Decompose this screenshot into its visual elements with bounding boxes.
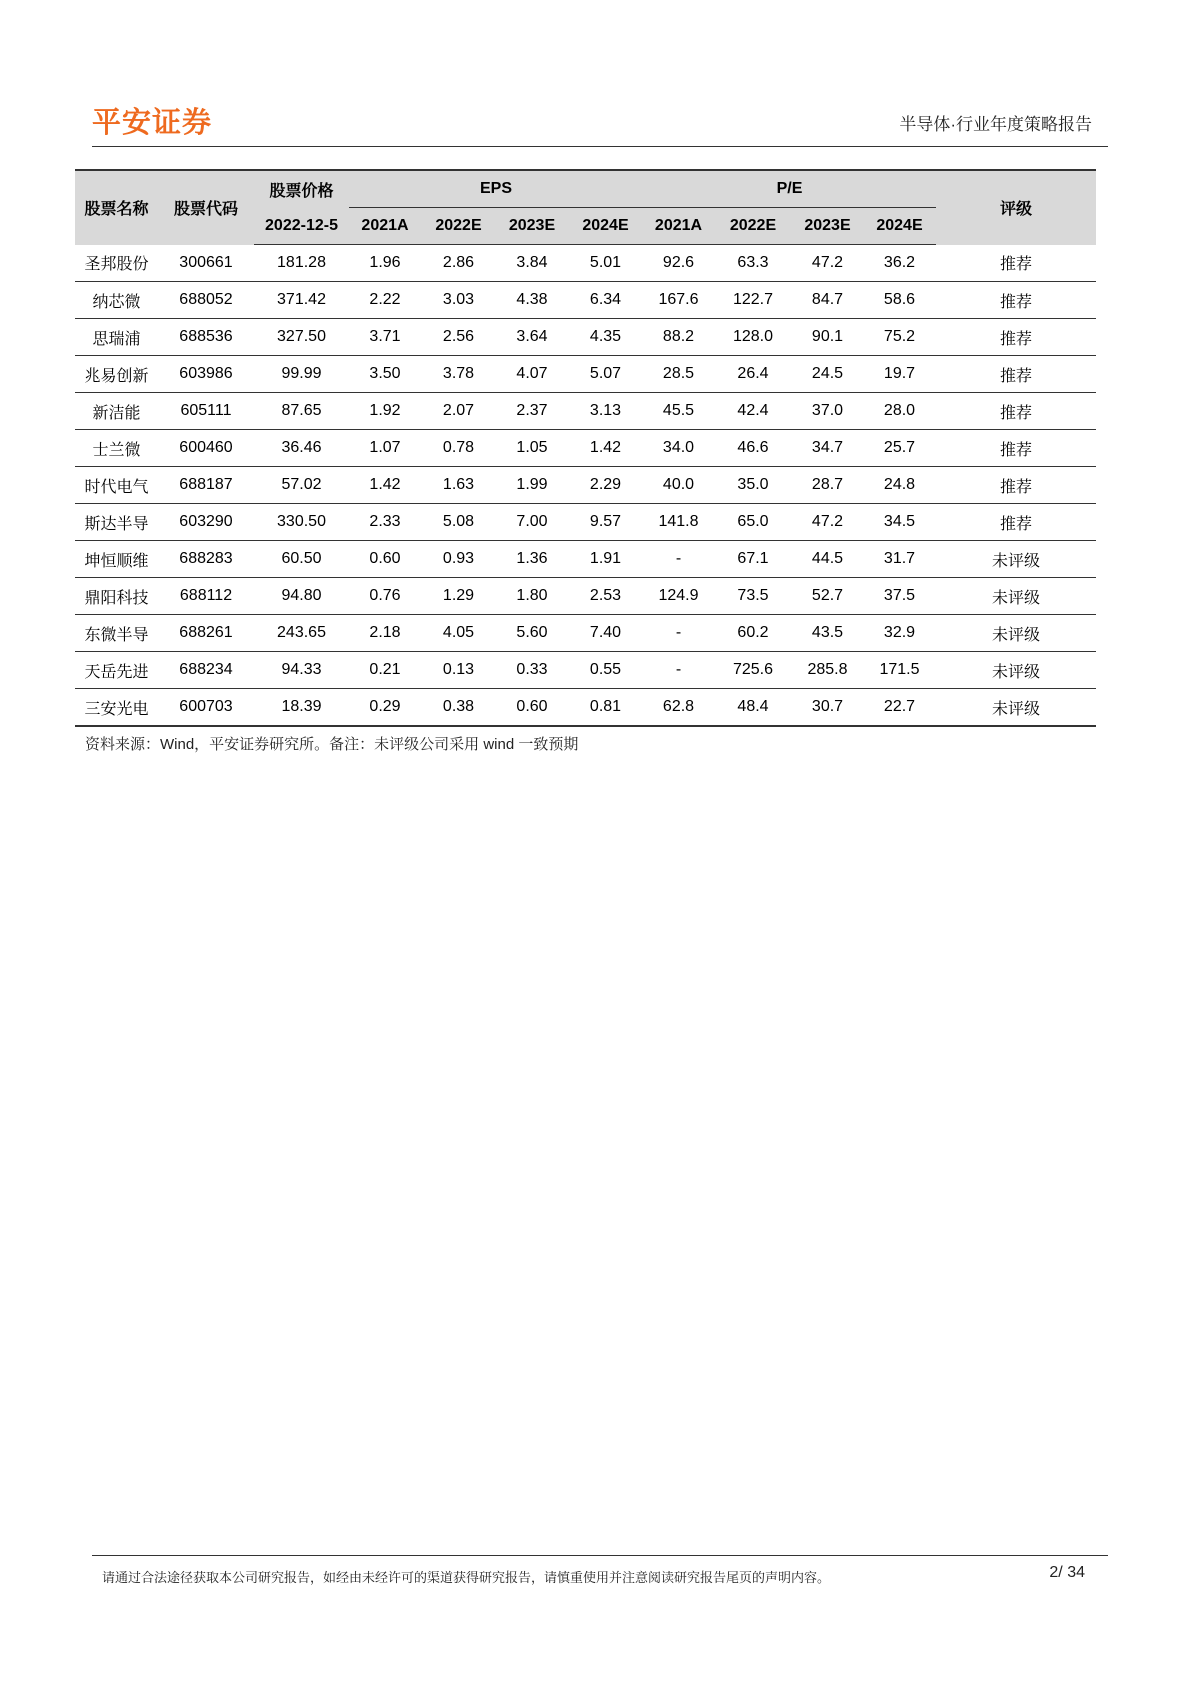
eps-2024e-cell: 3.13 [568,393,643,430]
pe-2022e-cell: 60.2 [714,615,792,652]
stock-name-cell: 时代电气 [75,467,158,504]
eps-2024e-cell: 2.29 [568,467,643,504]
eps-2023e-cell: 4.38 [496,282,568,319]
pe-2021a-cell: 92.6 [643,245,714,282]
table-row [75,430,1096,467]
table-row [75,504,1096,541]
stock-name-cell: 坤恒顺维 [75,541,158,578]
pe-2022e-cell: 122.7 [714,282,792,319]
eps-2023e-cell: 7.00 [496,504,568,541]
pe-2023e-cell: 43.5 [792,615,863,652]
eps-2024e-cell: 2.53 [568,578,643,615]
pe-2024e-cell: 58.6 [863,282,936,319]
header-eps-2024e: 2024E [568,208,643,245]
pe-2021a-cell: 167.6 [643,282,714,319]
stock-price-cell: 94.33 [254,652,349,689]
pe-2022e-cell: 48.4 [714,689,792,727]
stock-code-cell: 688536 [158,319,254,356]
header-pe-2024e: 2024E [863,208,936,245]
footer-disclaimer: 请通过合法途径获取本公司研究报告，如经由未经许可的渠道获得研究报告，请慎重使用并注意阅读研究报告尾页的声明内容。 [102,1570,831,1585]
header-stock-name: 股票名称 [75,170,158,245]
eps-2022e-cell: 0.13 [421,652,496,689]
pe-2021a-cell: 62.8 [643,689,714,727]
eps-2022e-cell: 3.03 [421,282,496,319]
header-divider [92,146,1108,147]
table-body [75,245,1096,727]
stock-price-cell: 327.50 [254,319,349,356]
pe-2023e-cell: 52.7 [792,578,863,615]
pe-2022e-cell: 35.0 [714,467,792,504]
eps-2022e-cell: 2.07 [421,393,496,430]
eps-2021a-cell: 1.07 [349,430,421,467]
stock-name-cell: 圣邦股份 [75,245,158,282]
stock-price-cell: 243.65 [254,615,349,652]
rating-cell: 未评级 [936,578,1096,615]
pe-2022e-cell: 67.1 [714,541,792,578]
valuation-table [75,169,1096,727]
header-stock-price: 股票价格 [254,170,349,208]
pe-2023e-cell: 285.8 [792,652,863,689]
eps-2021a-cell: 2.33 [349,504,421,541]
rating-cell: 未评级 [936,652,1096,689]
stock-price-cell: 57.02 [254,467,349,504]
pe-2021a-cell: - [643,615,714,652]
header-eps-2023e: 2023E [496,208,568,245]
pe-2023e-cell: 84.7 [792,282,863,319]
pe-2023e-cell: 47.2 [792,245,863,282]
stock-price-cell: 18.39 [254,689,349,727]
pe-2022e-cell: 26.4 [714,356,792,393]
pe-2023e-cell: 28.7 [792,467,863,504]
table-row [75,467,1096,504]
eps-2023e-cell: 1.80 [496,578,568,615]
pe-2022e-cell: 128.0 [714,319,792,356]
stock-name-cell: 士兰微 [75,430,158,467]
table-row [75,282,1096,319]
table-row [75,689,1096,727]
stock-name-cell: 斯达半导 [75,504,158,541]
pe-2021a-cell: 88.2 [643,319,714,356]
eps-2022e-cell: 5.08 [421,504,496,541]
eps-2024e-cell: 7.40 [568,615,643,652]
stock-code-cell: 600460 [158,430,254,467]
stock-code-cell: 605111 [158,393,254,430]
company-logo: 平安证券 [92,105,213,139]
pe-2022e-cell: 63.3 [714,245,792,282]
report-title: 半导体·行业年度策略报告 [899,115,1092,134]
stock-code-cell: 688052 [158,282,254,319]
pe-2024e-cell: 36.2 [863,245,936,282]
eps-2023e-cell: 4.07 [496,356,568,393]
pe-2021a-cell: - [643,541,714,578]
eps-2022e-cell: 4.05 [421,615,496,652]
pe-2023e-cell: 24.5 [792,356,863,393]
pe-2024e-cell: 19.7 [863,356,936,393]
pe-2021a-cell: 45.5 [643,393,714,430]
eps-2023e-cell: 1.99 [496,467,568,504]
pe-2024e-cell: 25.7 [863,430,936,467]
footer-divider [92,1555,1108,1556]
pe-2024e-cell: 32.9 [863,615,936,652]
table-row [75,356,1096,393]
header-eps-2021a: 2021A [349,208,421,245]
eps-2024e-cell: 5.07 [568,356,643,393]
pe-2021a-cell: - [643,652,714,689]
stock-name-cell: 纳芯微 [75,282,158,319]
eps-2023e-cell: 2.37 [496,393,568,430]
eps-2022e-cell: 0.93 [421,541,496,578]
pe-2023e-cell: 30.7 [792,689,863,727]
table-row [75,319,1096,356]
pe-2022e-cell: 46.6 [714,430,792,467]
stock-name-cell: 兆易创新 [75,356,158,393]
header-eps-2022e: 2022E [421,208,496,245]
eps-2023e-cell: 1.05 [496,430,568,467]
stock-code-cell: 603290 [158,504,254,541]
eps-2022e-cell: 2.56 [421,319,496,356]
rating-cell: 未评级 [936,541,1096,578]
pe-2024e-cell: 24.8 [863,467,936,504]
eps-2021a-cell: 1.92 [349,393,421,430]
rating-cell: 推荐 [936,430,1096,467]
eps-2023e-cell: 5.60 [496,615,568,652]
header-pe-2022e: 2022E [714,208,792,245]
header-stock-code: 股票代码 [158,170,254,245]
pe-2024e-cell: 171.5 [863,652,936,689]
pe-2021a-cell: 141.8 [643,504,714,541]
pe-2022e-cell: 65.0 [714,504,792,541]
rating-cell: 推荐 [936,504,1096,541]
stock-price-cell: 60.50 [254,541,349,578]
pe-2023e-cell: 44.5 [792,541,863,578]
eps-2022e-cell: 2.86 [421,245,496,282]
eps-2021a-cell: 0.60 [349,541,421,578]
stock-price-cell: 87.65 [254,393,349,430]
eps-2024e-cell: 0.55 [568,652,643,689]
eps-2024e-cell: 6.34 [568,282,643,319]
stock-price-cell: 36.46 [254,430,349,467]
rating-cell: 未评级 [936,615,1096,652]
pe-2023e-cell: 90.1 [792,319,863,356]
stock-code-cell: 300661 [158,245,254,282]
eps-2024e-cell: 1.42 [568,430,643,467]
pe-2022e-cell: 73.5 [714,578,792,615]
pe-2023e-cell: 37.0 [792,393,863,430]
stock-name-cell: 天岳先进 [75,652,158,689]
stock-name-cell: 鼎阳科技 [75,578,158,615]
rating-cell: 推荐 [936,282,1096,319]
stock-name-cell: 东微半导 [75,615,158,652]
table-row [75,652,1096,689]
stock-price-cell: 181.28 [254,245,349,282]
stock-code-cell: 688112 [158,578,254,615]
rating-cell: 推荐 [936,319,1096,356]
header-pe-2023e: 2023E [792,208,863,245]
table-row [75,245,1096,282]
pe-2024e-cell: 28.0 [863,393,936,430]
pe-2021a-cell: 40.0 [643,467,714,504]
stock-name-cell: 三安光电 [75,689,158,727]
pe-2023e-cell: 47.2 [792,504,863,541]
eps-2023e-cell: 0.33 [496,652,568,689]
table-row [75,615,1096,652]
pe-2022e-cell: 42.4 [714,393,792,430]
pe-2021a-cell: 124.9 [643,578,714,615]
table-row [75,393,1096,430]
header-pe-2021a: 2021A [643,208,714,245]
stock-code-cell: 688261 [158,615,254,652]
eps-2021a-cell: 3.71 [349,319,421,356]
stock-code-cell: 600703 [158,689,254,727]
eps-2021a-cell: 0.76 [349,578,421,615]
stock-code-cell: 688283 [158,541,254,578]
pe-2024e-cell: 31.7 [863,541,936,578]
page-number: 2/ 34 [1049,1564,1085,1581]
eps-2022e-cell: 0.38 [421,689,496,727]
eps-2022e-cell: 1.63 [421,467,496,504]
stock-name-cell: 新洁能 [75,393,158,430]
eps-2021a-cell: 3.50 [349,356,421,393]
pe-2023e-cell: 34.7 [792,430,863,467]
eps-2021a-cell: 2.22 [349,282,421,319]
stock-price-cell: 371.42 [254,282,349,319]
eps-2022e-cell: 3.78 [421,356,496,393]
pe-2022e-cell: 725.6 [714,652,792,689]
pe-2024e-cell: 37.5 [863,578,936,615]
source-note: 资料来源：Wind，平安证券研究所。备注：未评级公司采用 wind 一致预期 [85,736,579,753]
eps-2022e-cell: 1.29 [421,578,496,615]
stock-price-cell: 99.99 [254,356,349,393]
eps-2021a-cell: 0.21 [349,652,421,689]
rating-cell: 未评级 [936,689,1096,727]
eps-2023e-cell: 0.60 [496,689,568,727]
eps-2021a-cell: 1.96 [349,245,421,282]
pe-2024e-cell: 75.2 [863,319,936,356]
header-eps: EPS [349,170,643,208]
pe-2024e-cell: 34.5 [863,504,936,541]
eps-2023e-cell: 3.84 [496,245,568,282]
eps-2024e-cell: 9.57 [568,504,643,541]
header-pe: P/E [643,170,936,208]
pe-2024e-cell: 22.7 [863,689,936,727]
eps-2021a-cell: 1.42 [349,467,421,504]
rating-cell: 推荐 [936,245,1096,282]
table-row [75,541,1096,578]
eps-2021a-cell: 0.29 [349,689,421,727]
stock-price-cell: 94.80 [254,578,349,615]
eps-2024e-cell: 5.01 [568,245,643,282]
stock-code-cell: 603986 [158,356,254,393]
header-price-date: 2022-12-5 [254,208,349,245]
pe-2021a-cell: 28.5 [643,356,714,393]
rating-cell: 推荐 [936,467,1096,504]
stock-code-cell: 688234 [158,652,254,689]
eps-2023e-cell: 1.36 [496,541,568,578]
eps-2023e-cell: 3.64 [496,319,568,356]
eps-2021a-cell: 2.18 [349,615,421,652]
table-row [75,578,1096,615]
eps-2024e-cell: 4.35 [568,319,643,356]
pe-2021a-cell: 34.0 [643,430,714,467]
rating-cell: 推荐 [936,356,1096,393]
eps-2024e-cell: 0.81 [568,689,643,727]
stock-name-cell: 思瑞浦 [75,319,158,356]
stock-code-cell: 688187 [158,467,254,504]
rating-cell: 推荐 [936,393,1096,430]
stock-price-cell: 330.50 [254,504,349,541]
eps-2024e-cell: 1.91 [568,541,643,578]
eps-2022e-cell: 0.78 [421,430,496,467]
header-rating: 评级 [936,170,1096,245]
